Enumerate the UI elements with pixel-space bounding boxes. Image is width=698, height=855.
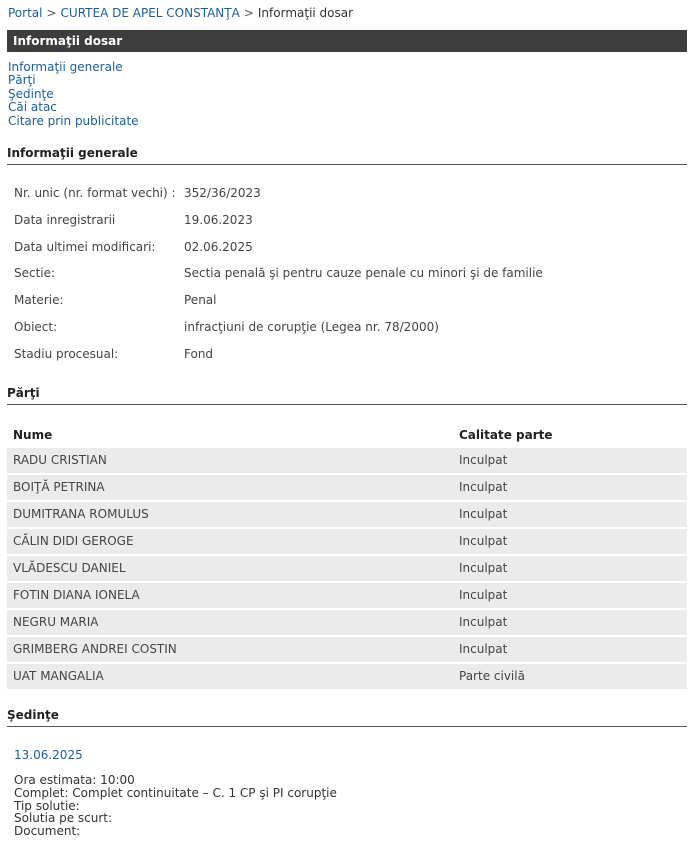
breadcrumb-current: Informaţii dosar	[257, 6, 354, 20]
party-name: VLĂDESCU DANIEL	[13, 561, 126, 575]
breadcrumb-court-link[interactable]: CURTEA DE APEL CONSTANŢA	[60, 6, 240, 20]
info-label: Nr. unic (nr. format vechi) :	[14, 186, 176, 200]
hearing-panel: Complet: Complet continuitate – C. 1 CP şi PI corupţie	[14, 785, 337, 800]
page-title: Informaţii dosar	[7, 30, 687, 52]
hearing-document: Document:	[14, 824, 81, 839]
party-name: UAT MANGALIA	[13, 669, 104, 683]
info-row-registration-date	[14, 213, 543, 240]
table-row	[7, 583, 687, 608]
section-title-hearings: Şedinţe	[7, 708, 687, 727]
hearing-date-link[interactable]: 13.06.2025	[14, 748, 83, 762]
table-row	[7, 556, 687, 581]
party-role: Inculpat	[459, 480, 508, 494]
parties-table	[7, 422, 687, 691]
info-label: Sectie:	[14, 266, 56, 281]
info-row-case-number	[14, 186, 543, 213]
info-row-object	[14, 320, 543, 347]
party-role: Inculpat	[459, 615, 508, 629]
general-info-table	[14, 186, 543, 374]
nav-link-public-summons[interactable]: Citare prin publicitate	[8, 113, 139, 128]
party-name: CĂLIN DIDI GEROGE	[13, 534, 134, 548]
info-row-matter	[14, 293, 543, 320]
section-title-general-info: Informaţii generale	[7, 146, 687, 165]
party-name: DUMITRANA ROMULUS	[13, 507, 149, 521]
info-label: Data ultimei modificari:	[14, 239, 156, 254]
info-label: Obiect:	[14, 319, 58, 334]
table-row	[7, 448, 687, 473]
table-row	[7, 610, 687, 635]
hearing-solution-type: Tip solutie:	[14, 798, 80, 813]
breadcrumb-separator: >	[243, 6, 254, 20]
hearing-entry	[14, 748, 337, 838]
info-value: Fond	[184, 346, 214, 361]
party-name: NEGRU MARIA	[13, 615, 99, 629]
nav-link-appeals[interactable]: Căi atac	[8, 100, 57, 115]
info-label: Data inregistrarii	[14, 212, 116, 227]
party-name: GRIMBERG ANDREI COSTIN	[13, 642, 177, 656]
column-header-role: Calitate parte	[459, 428, 553, 442]
info-row-section	[14, 266, 543, 293]
party-role: Inculpat	[459, 588, 508, 602]
table-row	[7, 502, 687, 527]
column-header-name: Nume	[13, 428, 53, 442]
info-row-last-modified	[14, 240, 543, 267]
table-row	[7, 475, 687, 500]
info-value: 19.06.2023	[184, 212, 253, 227]
table-row	[7, 664, 687, 689]
party-role: Inculpat	[459, 534, 508, 548]
hearing-estimated-time: Ora estimata: 10:00	[14, 773, 135, 787]
info-label: Stadiu procesual:	[14, 346, 119, 361]
section-title-parties: Părţi	[7, 386, 687, 405]
info-row-procedural-stage	[14, 347, 543, 374]
hearing-solution-summary: Solutia pe scurt:	[14, 811, 113, 826]
breadcrumb-separator: >	[46, 6, 57, 20]
party-role: Inculpat	[459, 561, 508, 575]
nav-link-hearings[interactable]: Şedinţe	[8, 86, 54, 101]
party-name: RADU CRISTIAN	[13, 453, 107, 467]
breadcrumb	[8, 6, 353, 20]
info-value: Penal	[184, 293, 217, 308]
info-value: Sectia penală şi pentru cauze penale cu minori şi de familie	[184, 266, 543, 281]
party-name: FOTIN DIANA IONELA	[13, 588, 140, 602]
table-row	[7, 637, 687, 662]
table-row	[7, 529, 687, 554]
party-name: BOIŢĂ PETRINA	[13, 480, 105, 494]
nav-link-general-info[interactable]: Informaţii generale	[8, 60, 123, 74]
party-role: Parte civilă	[459, 669, 525, 683]
nav-link-parties[interactable]: Părţi	[8, 73, 36, 88]
info-value: 352/36/2023	[184, 186, 261, 200]
info-value: 02.06.2025	[184, 239, 253, 254]
table-header	[7, 422, 687, 448]
breadcrumb-portal-link[interactable]: Portal	[8, 6, 43, 20]
info-label: Materie:	[14, 293, 64, 308]
info-value: infracţiuni de corupţie (Legea nr. 78/2000)	[184, 319, 439, 334]
party-role: Inculpat	[459, 507, 508, 521]
party-role: Inculpat	[459, 453, 508, 467]
party-role: Inculpat	[459, 642, 508, 656]
section-nav	[8, 61, 139, 128]
